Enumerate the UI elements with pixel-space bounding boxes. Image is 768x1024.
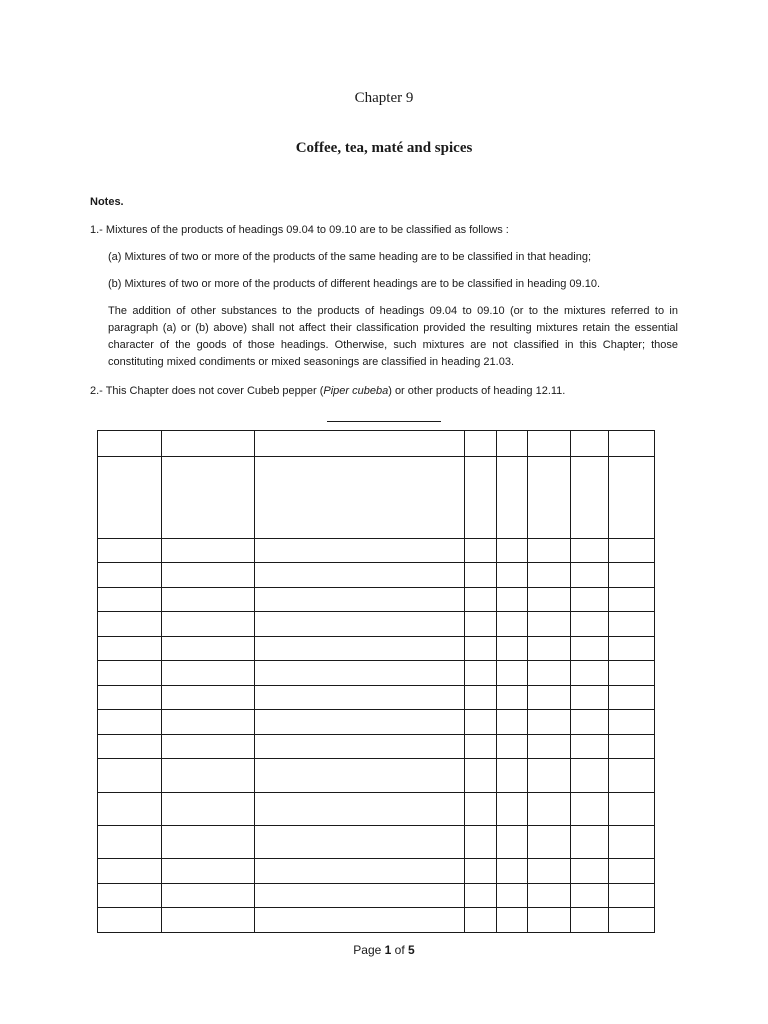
table-row — [98, 826, 655, 859]
table-cell — [528, 612, 571, 637]
table-row — [98, 793, 655, 826]
table-cell — [571, 793, 609, 826]
table-cell — [255, 563, 465, 588]
table-cell — [465, 588, 497, 612]
table-cell — [255, 826, 465, 859]
chapter-heading: Chapter 9 — [354, 90, 414, 106]
table-cell — [609, 686, 655, 710]
table-cell — [571, 710, 609, 735]
table-cell — [255, 793, 465, 826]
table-cell — [465, 859, 497, 884]
table-cell — [571, 457, 609, 539]
footer-current-page: 1 — [384, 943, 392, 957]
table-cell — [497, 759, 528, 793]
table-cell — [255, 431, 465, 457]
table-cell — [255, 908, 465, 933]
table-cell — [497, 908, 528, 933]
table-cell — [528, 637, 571, 661]
table-cell — [465, 686, 497, 710]
table-cell — [465, 884, 497, 908]
table-cell — [571, 563, 609, 588]
table-cell — [528, 539, 571, 563]
table-cell — [528, 793, 571, 826]
table-cell — [571, 735, 609, 759]
table-cell — [162, 793, 255, 826]
table-cell — [162, 686, 255, 710]
table-row — [98, 884, 655, 908]
table-cell — [571, 908, 609, 933]
table-cell — [162, 759, 255, 793]
chapter-title: Coffee, tea, maté and spices — [295, 140, 473, 156]
table-cell — [465, 457, 497, 539]
table-row — [98, 859, 655, 884]
table-cell — [465, 908, 497, 933]
table-cell — [609, 539, 655, 563]
table-cell — [528, 563, 571, 588]
table-cell — [609, 793, 655, 826]
table-cell — [528, 710, 571, 735]
table-cell — [497, 735, 528, 759]
table-cell — [98, 539, 162, 563]
table-cell — [528, 908, 571, 933]
table-cell — [255, 759, 465, 793]
table-cell — [98, 735, 162, 759]
table-cell — [162, 908, 255, 933]
table-cell — [497, 431, 528, 457]
table-cell — [528, 759, 571, 793]
table-cell — [98, 612, 162, 637]
table-cell — [497, 612, 528, 637]
separator-rule — [327, 421, 441, 422]
table-cell — [465, 735, 497, 759]
table-row — [98, 457, 655, 539]
table-cell — [98, 793, 162, 826]
table-cell — [609, 637, 655, 661]
footer-total-pages: 5 — [408, 943, 415, 957]
table-cell — [528, 457, 571, 539]
table-cell — [497, 826, 528, 859]
note-1-number: 1.- — [90, 224, 103, 236]
note-2-text-after: ) or other products of heading 12.11. — [388, 385, 566, 397]
table-cell — [162, 661, 255, 686]
table-cell — [255, 661, 465, 686]
table-cell — [528, 884, 571, 908]
table-row — [98, 759, 655, 793]
table-cell — [255, 457, 465, 539]
table-cell — [497, 539, 528, 563]
table-cell — [609, 661, 655, 686]
table-cell — [571, 588, 609, 612]
table-cell — [528, 588, 571, 612]
table-row — [98, 710, 655, 735]
table-cell — [609, 457, 655, 539]
table-cell — [497, 884, 528, 908]
notes-heading: Notes. — [90, 196, 124, 208]
table-cell — [609, 826, 655, 859]
table-cell — [162, 735, 255, 759]
table-cell — [571, 826, 609, 859]
table-cell — [609, 431, 655, 457]
table-cell — [571, 759, 609, 793]
table-cell — [162, 431, 255, 457]
table-cell — [162, 588, 255, 612]
table-cell — [571, 686, 609, 710]
table-cell — [571, 884, 609, 908]
table-cell — [528, 735, 571, 759]
table-cell — [98, 457, 162, 539]
note-1 — [90, 222, 509, 239]
table-cell — [98, 710, 162, 735]
table-cell — [98, 686, 162, 710]
table-cell — [162, 859, 255, 884]
table-cell — [528, 826, 571, 859]
note-1-item-a: (a) Mixtures of two or more of the products of the same heading are to be classified in that heading; — [108, 251, 592, 263]
table-cell — [255, 884, 465, 908]
table-cell — [497, 793, 528, 826]
table-cell — [528, 431, 571, 457]
table-cell — [571, 859, 609, 884]
table-cell — [255, 588, 465, 612]
table-row — [98, 431, 655, 457]
note-1-item-b: (b) Mixtures of two or more of the products of different headings are to be classified in heading 09.10. — [108, 278, 601, 290]
table-row — [98, 563, 655, 588]
table-cell — [609, 859, 655, 884]
table-cell — [162, 457, 255, 539]
table-cell — [255, 859, 465, 884]
table-cell — [609, 563, 655, 588]
table-cell — [571, 431, 609, 457]
table-row — [98, 612, 655, 637]
note-1-paragraph: The addition of other substances to the products of headings 09.04 to 09.10 (or to the mixtures referred to in paragraph (a) or (b) above) shall not affect their classification provided the resulting mixtures retain the essential character of the goods of those headings. Otherwise, such mixtures are not classified in this Chapter; those constituting mixed condiments or mixed seasonings are classified in heading 21.03. — [108, 305, 678, 368]
table-cell — [255, 612, 465, 637]
table-cell — [98, 563, 162, 588]
table-cell — [465, 539, 497, 563]
table-row — [98, 908, 655, 933]
table-row — [98, 637, 655, 661]
table-cell — [609, 735, 655, 759]
table-cell — [571, 637, 609, 661]
table-cell — [162, 826, 255, 859]
table-cell — [162, 539, 255, 563]
table-cell — [98, 661, 162, 686]
table-cell — [255, 637, 465, 661]
table-cell — [98, 637, 162, 661]
table-cell — [162, 637, 255, 661]
note-1-text: Mixtures of the products of headings 09.04 to 09.10 are to be classified as follows : — [105, 224, 509, 236]
table-cell — [528, 686, 571, 710]
table-cell — [162, 884, 255, 908]
table-cell — [465, 612, 497, 637]
table-row — [98, 588, 655, 612]
table-cell — [609, 884, 655, 908]
table-row — [98, 686, 655, 710]
table-cell — [497, 563, 528, 588]
note-2-text-before: This Chapter does not cover Cubeb pepper ( — [105, 385, 324, 397]
table-row — [98, 735, 655, 759]
table-cell — [98, 759, 162, 793]
table-cell — [255, 735, 465, 759]
table-cell — [98, 859, 162, 884]
table-cell — [255, 539, 465, 563]
table-cell — [497, 457, 528, 539]
page-footer — [0, 943, 768, 957]
table-cell — [255, 686, 465, 710]
note-2 — [90, 383, 565, 400]
table-cell — [465, 710, 497, 735]
footer-of-word: of — [394, 943, 405, 957]
table-cell — [528, 859, 571, 884]
table-cell — [465, 637, 497, 661]
tariff-table-body — [98, 431, 655, 933]
table-cell — [609, 908, 655, 933]
table-cell — [162, 563, 255, 588]
table-cell — [98, 431, 162, 457]
table-cell — [465, 431, 497, 457]
table-cell — [571, 612, 609, 637]
table-cell — [609, 759, 655, 793]
table-cell — [497, 588, 528, 612]
table-cell — [98, 908, 162, 933]
table-cell — [98, 884, 162, 908]
table-cell — [465, 759, 497, 793]
table-cell — [571, 661, 609, 686]
table-cell — [465, 826, 497, 859]
table-cell — [162, 612, 255, 637]
table-cell — [609, 710, 655, 735]
table-cell — [98, 826, 162, 859]
tariff-table — [97, 430, 655, 933]
table-cell — [465, 563, 497, 588]
table-cell — [465, 793, 497, 826]
table-cell — [497, 710, 528, 735]
table-cell — [465, 661, 497, 686]
note-2-number: 2.- — [90, 385, 103, 397]
table-row — [98, 539, 655, 563]
note-2-italic-term: Piper cubeba — [323, 385, 389, 397]
table-cell — [528, 661, 571, 686]
table-cell — [497, 637, 528, 661]
table-row — [98, 661, 655, 686]
table-cell — [609, 612, 655, 637]
table-cell — [98, 588, 162, 612]
table-cell — [497, 859, 528, 884]
footer-page-word: Page — [353, 943, 382, 957]
table-cell — [571, 539, 609, 563]
table-cell — [497, 661, 528, 686]
table-cell — [497, 686, 528, 710]
table-cell — [162, 710, 255, 735]
table-cell — [255, 710, 465, 735]
table-cell — [609, 588, 655, 612]
